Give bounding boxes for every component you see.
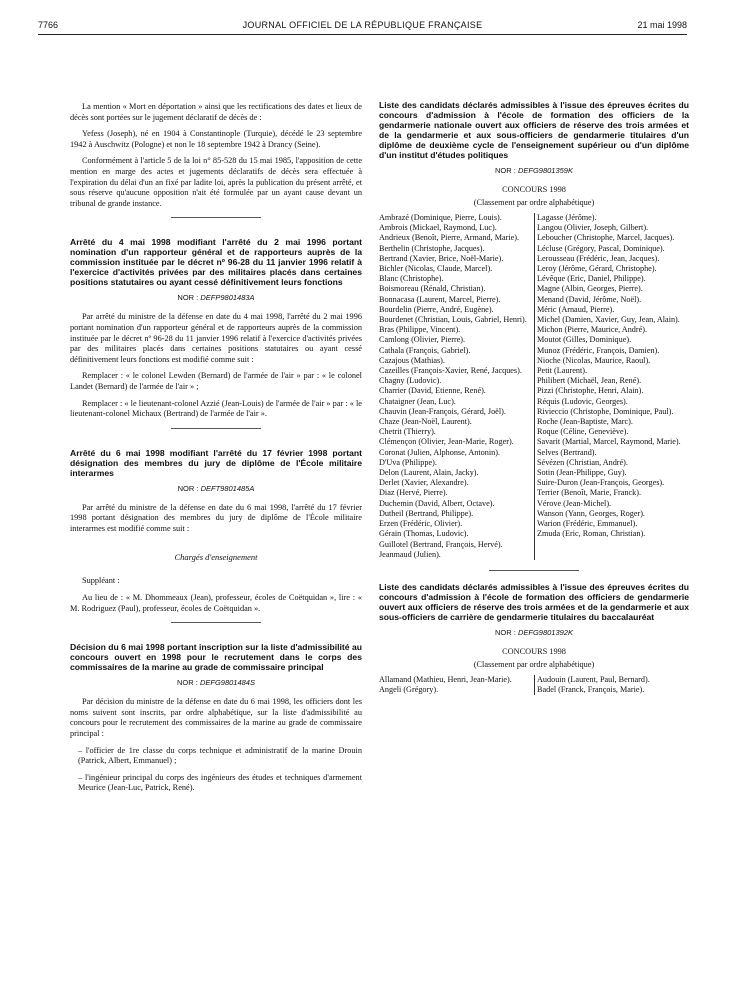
candidate-name: Nioche (Nicolas, Maurice, Raoul). xyxy=(537,355,651,365)
candidate-name: Angeli (Grégory). xyxy=(379,685,439,695)
candidate-list-1 xyxy=(379,213,689,560)
candidate-name: Munoz (Frédéric, François, Damien). xyxy=(537,345,660,355)
candidate-name: Duchemin (David, Albert, Octave). xyxy=(379,498,495,508)
candidate-name: Badel (Franck, François, Marie). xyxy=(537,685,645,695)
arrete-2-title: Arrêté du 6 mai 1998 modifiant l'arrêté du 17 février 1998 portant désignation des membres du jury de diplôme de l'École militaire interarmes xyxy=(70,447,362,478)
candidate-name: Terrier (Benoît, Marie, Franck). xyxy=(537,488,642,498)
list-2-title: Liste des candidats déclarés admissibles à l'issue des épreuves écrites du concours d'admission à l'école de formation des officiers de gendarmerie ouvert aux officiers de réserve des trois armées et de la gendarmerie et aux sous-officiers de carrière de gendarmerie titulaires du baccalauréat xyxy=(379,581,689,622)
candidate-name: Roque (Céline, Geneviève). xyxy=(537,427,629,437)
candidate-name: Vérove (Jean-Michel). xyxy=(537,498,612,508)
candidate-name: Bichler (Nicolas, Claude, Marcel). xyxy=(379,264,493,274)
candidate-name: Magne (Albin, Georges, Pierre). xyxy=(537,284,643,294)
candidate-name: Clémençon (Olivier, Jean-Marie, Roger). xyxy=(379,437,514,447)
nor-line xyxy=(70,293,362,302)
nor-label: NOR : xyxy=(177,293,199,303)
section-separator xyxy=(171,428,261,430)
candidate-name: Guillotel (Bertrand, François, Hervé). xyxy=(379,539,503,549)
candidate-name: Lévêque (Eric, Daniel, Philippe). xyxy=(537,274,646,284)
list-item: – l'officier de 1re classe du corps technique et administratif de la marine Drouin (Patrick, Albert, Emmanuel) ; xyxy=(78,745,362,766)
concours-label: CONCOURS 1998 xyxy=(502,646,566,656)
candidate-name: Méric (Arnaud, Pierre). xyxy=(537,304,615,314)
candidate-name: Michel (Damien, Xavier, Guy, Jean, Alain). xyxy=(537,315,680,325)
candidate-name: Camlong (Olivier, Pierre). xyxy=(379,335,466,345)
intro-paragraph: La mention « Mort en déportation » ainsi que les rectifications des dates et lieux de décès sont portées sur le jugement déclaratif de décès de : xyxy=(70,102,362,122)
body-paragraph: Par arrêté du ministre de la défense en date du 6 mai 1998, l'arrêté du 17 février 1998 portant désignation des membres du jury de diplôme de l'École militaire interarmes est modifié comme suit : xyxy=(70,502,362,533)
candidate-name: Cazeilles (François-Xavier, René, Jacques). xyxy=(379,366,522,376)
list-1-title: Liste des candidats déclarés admissibles à l'issue des épreuves écrites du concours d'admission à l'école de formation des officiers de la gendarmerie nationale ouvert aux officiers de réserve des trois armées et de la gendarmerie et aux sous-officiers de gendarmerie titulaires d'un diplôme de deuxième cycle de l'enseignement supérieur ou d'un diplôme d'un institut d'études politiques xyxy=(379,100,689,160)
decision-title: Décision du 6 mai 1998 portant inscription sur la liste d'admissibilité au concours ouvert en 1998 pour le recrutement dans le corps des commissaires de la marine au grade de commissaire principal xyxy=(70,642,362,673)
section-separator xyxy=(171,622,261,624)
candidate-name: Lécluse (Grégory, Pascal, Dominique). xyxy=(537,243,665,253)
candidate-name: Audouin (Laurent, Paul, Bernard). xyxy=(537,674,650,684)
candidate-name: Cathala (François, Gabriel). xyxy=(379,345,471,355)
column-divider xyxy=(534,213,535,560)
candidate-name: Cazajous (Mathias). xyxy=(379,355,445,365)
nor-label: NOR : xyxy=(177,483,199,493)
candidate-name: Leboucher (Christophe, Marcel, Jacques). xyxy=(537,233,675,243)
journal-title: JOURNAL OFFICIEL DE LA RÉPUBLIQUE FRANÇAISE xyxy=(242,20,483,30)
candidate-name: Dutheil (Bertrand, Philippe). xyxy=(379,508,474,518)
candidate-name: Langou (Olivier, Joseph, Gilbert). xyxy=(537,223,649,233)
issue-date: 21 mai 1998 xyxy=(637,20,687,30)
list-item: – l'ingénieur principal du corps des ingénieurs des études et techniques d'armement Meurice (Jean-Luc, Patrick, René). xyxy=(78,772,362,793)
candidate-name: Chauvin (Jean-François, Gérard, Joël). xyxy=(379,406,506,416)
candidate-name: Petit (Laurent). xyxy=(537,366,588,376)
nor-line xyxy=(379,166,689,175)
right-column xyxy=(379,100,689,695)
left-column xyxy=(70,102,362,800)
candidate-name: Bourdelin (Pierre, André, Eugène). xyxy=(379,304,494,314)
nor-code: DEFT9801485A xyxy=(200,483,255,493)
nor-line xyxy=(379,628,689,637)
candidate-name: Berthelin (Christophe, Jacques). xyxy=(379,243,485,253)
nor-label: NOR : xyxy=(495,627,516,637)
candidate-name: Bras (Philippe, Vincent). xyxy=(379,325,461,335)
page-number: 7766 xyxy=(38,20,59,30)
nor-label: NOR : xyxy=(177,678,198,688)
candidate-name: Ambrois (Mickael, Raymond, Luc). xyxy=(379,223,497,233)
candidate-name: Roche (Jean-Baptiste, Marc). xyxy=(537,417,633,427)
candidate-name: Delon (Laurent, Alain, Jacky). xyxy=(379,468,479,478)
candidate-name: Michon (Pierre, Maurice, André). xyxy=(537,325,648,335)
nor-code: DEFG9801392K xyxy=(517,627,573,637)
candidate-name: Chetrit (Thierry). xyxy=(379,427,436,437)
candidate-list-2 xyxy=(379,675,689,695)
body-paragraph: Remplacer : « le colonel Lewden (Bernard) de l'armée de l'air » par : « le colonel Landet (Bernard) de l'armée de l'air » ; xyxy=(70,371,362,391)
nor-code: DEFP9801483A xyxy=(200,293,255,303)
candidate-name: Réquis (Ludovic, Georges). xyxy=(537,396,628,406)
candidate-column-1 xyxy=(379,675,531,695)
candidate-name: Selves (Bertrand). xyxy=(537,447,597,457)
candidate-name: Pizzi (Christophe, Henri, Alain). xyxy=(537,386,644,396)
body-paragraph: Remplacer : « le lieutenant-colonel Azzié (Jean-Louis) de l'armée de l'air » par : « le lieutenant-colonel Michaux (Bertrand) de l'armée de l'air ». xyxy=(70,398,362,419)
candidate-name: Lerousseau (Frédéric, Jean, Jacques). xyxy=(537,253,660,263)
candidate-column-1 xyxy=(379,213,531,560)
candidate-name: Wanson (Yann, Georges, Roger). xyxy=(537,508,645,518)
candidate-name: Coronat (Julien, Alphonse, Antonin). xyxy=(379,447,500,457)
suppleant-label: Suppléant : xyxy=(82,576,120,586)
column-divider xyxy=(534,675,535,695)
candidate-name: Boismoreau (Rénald, Christian). xyxy=(379,284,486,294)
candidate-name: Diaz (Hervé, Pierre). xyxy=(379,488,448,498)
concours-label: CONCOURS 1998 xyxy=(502,185,566,194)
candidate-name: Philibert (Michaël, Jean, René). xyxy=(537,376,642,386)
intro-paragraph: Yefess (Joseph), né en 1904 à Constantinople (Turquie), décédé le 23 septembre 1942 à Auschwitz (Pologne) et non le 18 septembre 1942 à Drancy (Seine). xyxy=(70,129,362,149)
candidate-name: Savarit (Martial, Marcel, Raymond, Marie). xyxy=(537,437,681,447)
intro-paragraph: Conformément à l'article 5 de la loi n° 85-528 du 15 mai 1985, l'apposition de cette mention en marge des actes et jugements déclaratifs de décès sera effectuée à l'expiration du délai d'un an fixé par ladite loi, après la publication du présent arrêté, et sous réserve qu'aucune opposition n'ait été formulée par un ayant cause devant un tribunal de grande instance. xyxy=(70,156,362,208)
candidate-name: Moutot (Gilles, Dominique). xyxy=(537,335,632,345)
candidate-name: Ambrazé (Dominique, Pierre, Louis). xyxy=(379,213,502,222)
candidate-name: Blanc (Christophe). xyxy=(379,274,444,284)
nor-code: DEFG9801484S xyxy=(199,678,255,688)
candidate-column-2 xyxy=(531,213,689,560)
candidate-name: Andrieux (Benoît, Pierre, Armand, Marie). xyxy=(379,233,520,243)
candidate-name: Derlet (Xavier, Alexandre). xyxy=(379,478,469,488)
section-separator xyxy=(171,217,261,219)
candidate-name: Allamand (Mathieu, Henri, Jean-Marie). xyxy=(379,674,512,684)
candidate-name: Suire-Duron (Jean-François, Georges). xyxy=(537,478,665,488)
body-paragraph: Par décision du ministre de la défense en date du 6 mai 1998, les officiers dont les noms suivent sont inscrits, par ordre alphabétique, sur la liste d'admissibilité au concours pour le recrutement des commissaires de la marine au grade de commissaire principal : xyxy=(70,697,362,739)
candidate-name: Jeanmaud (Julien). xyxy=(379,549,441,559)
candidate-name: Gérain (Thomas, Ludovic). xyxy=(379,529,469,539)
candidate-name: Charrier (David, Etienne, René). xyxy=(379,386,486,396)
classement-label: (Classement par ordre alphabétique) xyxy=(473,198,595,207)
nor-line xyxy=(70,484,362,493)
body-paragraph: Par arrêté du ministre de la défense en date du 4 mai 1998, l'arrêté du 2 mai 1996 portant nomination d'un rapporteur général et de rapporteurs auprès de la commission instituée par le décret nº 96-28 du 11 janvier 1996 relatif à l'exercice d'activités privées par des militaires placés dans certaines positions statutaires ou ayant cessé définitivement leurs fonctions est modifié comme suit : xyxy=(70,312,362,364)
candidate-name: Warion (Frédéric, Emmanuel). xyxy=(537,519,638,529)
nor-code: DEFG9801359K xyxy=(517,166,573,175)
candidate-name: D'Uva (Philippe). xyxy=(379,457,437,467)
candidate-name: Rivieccio (Christophe, Dominique, Paul). xyxy=(537,406,674,416)
arrete-1-title: Arrêté du 4 mai 1998 modifiant l'arrêté du 2 mai 1996 portant nomination d'un rapporteur général et de rapporteurs auprès de la commission instituée par le décret nº 96-28 du 11 janvier 1996 relatif à l'exercice d'activités privées par des militaires placés dans certaines positions statutaires ou ayant cessé définitivement leurs fonctions xyxy=(70,237,362,288)
candidate-name: Chataigner (Jean, Luc). xyxy=(379,396,456,406)
candidate-column-2 xyxy=(531,675,689,695)
body-paragraph: Au lieu de : « M. Dhommeaux (Jean), professeur, écoles de Coëtquidan », lire : « M. Rodriguez (Paul), professeur, écoles de Coëtquidan ». xyxy=(70,593,362,613)
subheading: Chargés d'enseignement xyxy=(174,552,258,563)
nor-line xyxy=(70,678,362,687)
candidate-name: Bertrand (Xavier, Brice, Noël-Marie). xyxy=(379,253,504,263)
header-rule xyxy=(38,34,687,35)
nor-label: NOR : xyxy=(495,166,516,175)
candidate-name: Chaze (Jean-Noël, Laurent). xyxy=(379,417,472,427)
candidate-name: Sévézen (Christian, André). xyxy=(537,457,628,467)
candidate-name: Zmuda (Eric, Roman, Christian). xyxy=(537,529,646,539)
candidate-name: Chagny (Ludovic). xyxy=(379,376,442,386)
candidate-name: Erzen (Frédéric, Olivier). xyxy=(379,519,463,529)
section-separator xyxy=(489,570,579,572)
candidate-name: Menand (David, Jérôme, Noël). xyxy=(537,294,642,304)
candidate-name: Sotin (Jean-Philippe, Guy). xyxy=(537,468,627,478)
candidate-name: Lagasse (Jérôme). xyxy=(537,213,597,222)
candidate-name: Bourdenet (Christian, Louis, Gabriel, Henri). xyxy=(379,315,527,325)
candidate-name: Leroy (Jérôme, Gérard, Christophe). xyxy=(537,264,657,274)
candidate-name: Bonnacasa (Laurent, Marcel, Pierre). xyxy=(379,294,501,304)
classement-label: (Classement par ordre alphabétique) xyxy=(473,659,595,669)
